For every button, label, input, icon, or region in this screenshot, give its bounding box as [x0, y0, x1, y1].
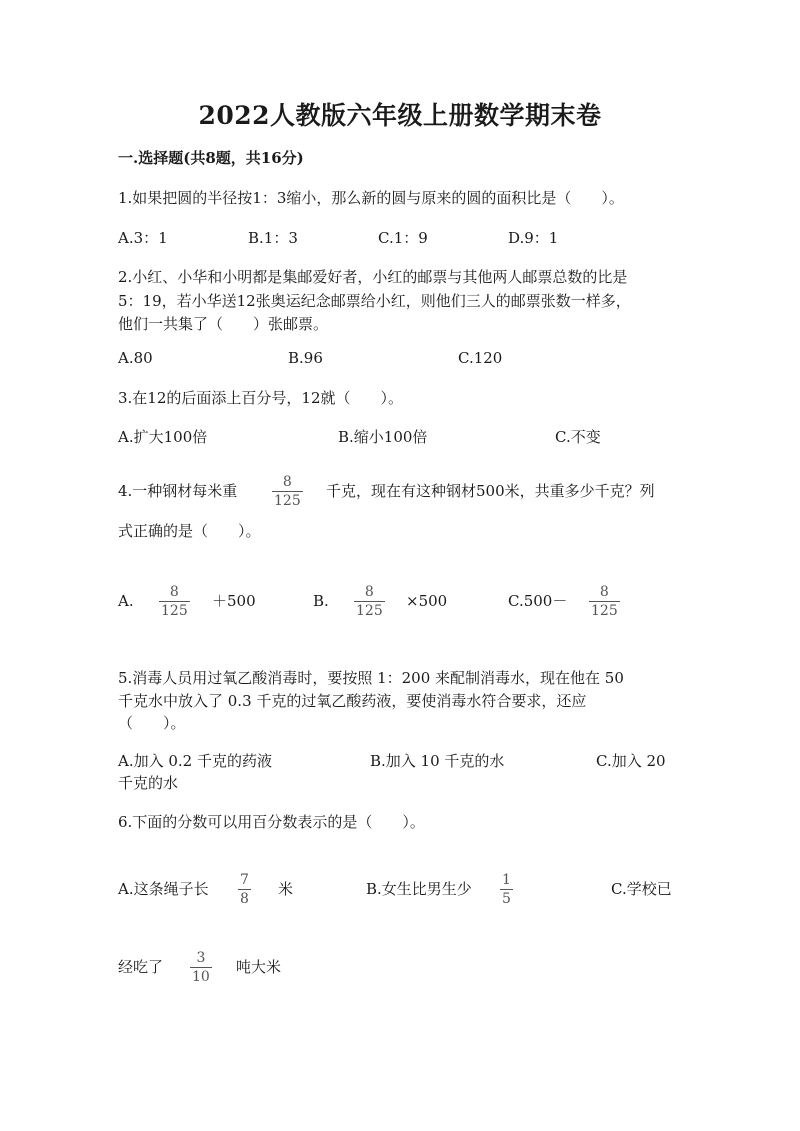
- q5-option-c: C.加入 20: [596, 752, 666, 770]
- fraction-bar: [190, 967, 212, 968]
- q1-option-c: C.1：9: [378, 229, 428, 247]
- q3-option-a: A.扩大100倍: [118, 428, 208, 446]
- question-3: 3.在12的后面添上百分号，12就（ ）。: [118, 389, 403, 407]
- q4-option-b-fraction: [354, 584, 385, 619]
- q4-option-a-fraction: [159, 584, 190, 619]
- question-6: 6.下面的分数可以用百分数表示的是（ ）。: [118, 813, 425, 831]
- q6-option-c-numerator: 3: [196, 950, 206, 966]
- q4-option-c-fraction: [589, 584, 620, 619]
- q5-option-a: A.加入 0.2 千克的药液: [118, 752, 272, 770]
- q6-option-c-fraction: [190, 950, 212, 985]
- q4-option-b-numerator: 8: [364, 584, 374, 600]
- fraction-bar: [238, 889, 251, 890]
- q4-option-c-label: C.500－: [508, 592, 568, 610]
- q4-fraction-numerator: 8: [282, 474, 292, 490]
- question-5-line-2: 千克水中放入了 0.3 千克的过氧乙酸药液，要使消毒水符合要求，还应: [118, 692, 587, 710]
- question-4-suffix: 千克，现在有这种钢材500米，共重多少千克？列: [326, 482, 655, 500]
- question-4-line-2: 式正确的是（ ）。: [118, 522, 261, 540]
- q6-option-b-denominator: 5: [502, 891, 511, 907]
- q2-option-b: B.96: [288, 349, 323, 367]
- question-2-line-2: 5：19，若小华送12张奥运纪念邮票给小红，则他们三人的邮票张数一样多，: [118, 292, 631, 310]
- q4-option-a-after: ＋500: [212, 592, 256, 610]
- question-2-line-3: 他们一共集了（ ）张邮票。: [118, 315, 329, 333]
- q6-option-c-after: 吨大米: [236, 958, 282, 976]
- q2-option-a: A.80: [118, 349, 153, 367]
- q6-option-a-denominator: 8: [240, 891, 249, 907]
- q4-option-b-denominator: 125: [356, 603, 383, 619]
- question-4-prefix: 4.一种钢材每米重: [118, 482, 238, 500]
- q4-option-c-numerator: 8: [599, 584, 609, 600]
- q4-fraction-denominator: 125: [274, 493, 301, 509]
- q3-option-b: B.缩小100倍: [338, 428, 428, 446]
- q4-fraction: [272, 474, 303, 509]
- q4-option-c-denominator: 125: [591, 603, 618, 619]
- fraction-bar: [159, 601, 190, 602]
- fraction-bar: [500, 889, 513, 890]
- q4-option-a-label: A.: [118, 592, 134, 610]
- page-title: 2022人教版六年级上册数学期末卷: [198, 101, 602, 130]
- q3-option-c: C.不变: [555, 428, 601, 446]
- q6-option-c-denominator: 10: [192, 969, 210, 985]
- q6-option-b-fraction: [500, 872, 513, 907]
- q1-option-a: A.3：1: [118, 229, 168, 247]
- q1-option-b: B.1：3: [248, 229, 298, 247]
- q4-option-b-label: B.: [313, 592, 329, 610]
- q6-option-c-before: 经吃了: [118, 958, 164, 976]
- question-5-line-3: （ ）。: [118, 714, 186, 732]
- fraction-bar: [272, 491, 303, 492]
- q1-option-d: D.9：1: [508, 229, 559, 247]
- q4-option-a-denominator: 125: [161, 603, 188, 619]
- q6-option-a-after: 米: [278, 880, 294, 898]
- fraction-bar: [354, 601, 385, 602]
- q6-option-a-fraction: [238, 872, 251, 907]
- section-heading: 一.选择题(共8题，共16分): [118, 149, 304, 167]
- question-2-line-1: 2.小红、小华和小明都是集邮爱好者，小红的邮票与其他两人邮票总数的比是: [118, 268, 628, 286]
- q2-option-c: C.120: [458, 349, 503, 367]
- question-1: 1.如果把圆的半径按1：3缩小，那么新的圆与原来的圆的面积比是（ ）。: [118, 189, 624, 207]
- q6-option-a-label: A.这条绳子长: [118, 880, 209, 898]
- fraction-bar: [589, 601, 620, 602]
- q6-option-c-label: C.学校已: [611, 880, 672, 898]
- question-5-line-1: 5.消毒人员用过氧乙酸消毒时，要按照 1：200 来配制消毒水，现在他在 50: [118, 669, 624, 687]
- q4-option-b-after: ×500: [406, 592, 448, 610]
- q6-option-b-label: B.女生比男生少: [366, 880, 472, 898]
- q5-option-c-continued: 千克的水: [118, 774, 179, 792]
- q6-option-b-numerator: 1: [502, 872, 511, 888]
- q5-option-b: B.加入 10 千克的水: [370, 752, 505, 770]
- q6-option-a-numerator: 7: [240, 872, 249, 888]
- q4-option-a-numerator: 8: [169, 584, 179, 600]
